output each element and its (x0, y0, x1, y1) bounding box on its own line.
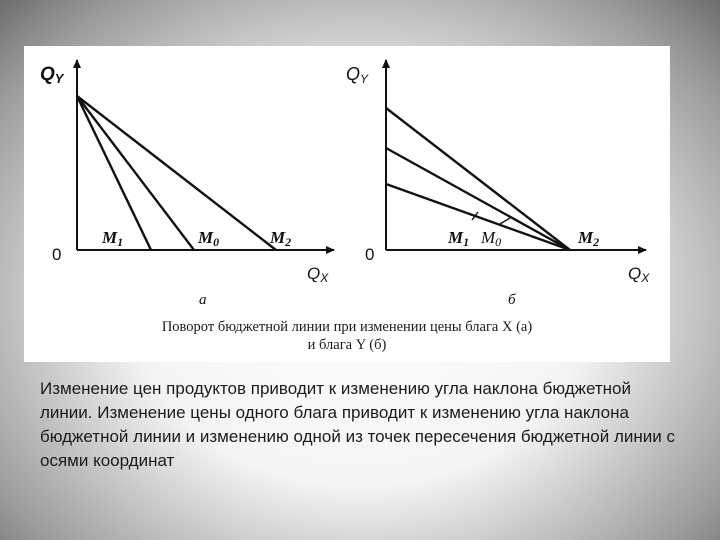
panel-a-y-axis-label: QY (40, 64, 64, 86)
panel-b-point-m1: M1 (448, 228, 470, 249)
panel-a-letter: а (199, 292, 207, 308)
panel-a-budget-line-m1 (77, 96, 151, 250)
panel-a-x-axis-label: QX (307, 264, 329, 285)
panel-a-point-m0: M0 (198, 228, 220, 249)
panel-b-letter: б (508, 292, 516, 308)
figure-caption-line-2: и блага Y (б) (307, 337, 387, 353)
slide-description: Изменение цен продуктов приводит к изменению угла наклона бюджетной линии. Изменение цены одного блага приводит к изменению угла наклона бюджетной линии и изменению одной из точек пересечения бюджетной линии с осями координат (40, 379, 675, 470)
panel-a (40, 60, 334, 308)
panel-b-origin: 0 (365, 245, 375, 264)
panel-a-point-m1: M1 (102, 228, 124, 249)
panel-b-point-m0: M0 (481, 228, 502, 249)
panel-b-budget-line-m0 (386, 148, 570, 250)
budget-line-diagram (24, 46, 670, 362)
panel-b-budget-line-m2 (386, 184, 570, 250)
panel-b-pointer-m0 (500, 218, 510, 224)
panel-b-y-axis-label: QY (346, 64, 369, 86)
panel-b-budget-line-m1 (386, 108, 570, 250)
panel-a-origin: 0 (52, 245, 62, 264)
figure-caption-line-1: Поворот бюджетной линии при изменении цены блага X (а) (161, 319, 533, 335)
panel-b-point-m2: M2 (578, 228, 600, 249)
panel-b-x-axis-label: QX (628, 264, 650, 285)
panel-b (346, 60, 650, 308)
figure-card (24, 46, 670, 362)
panel-a-point-m2: M2 (270, 228, 292, 249)
